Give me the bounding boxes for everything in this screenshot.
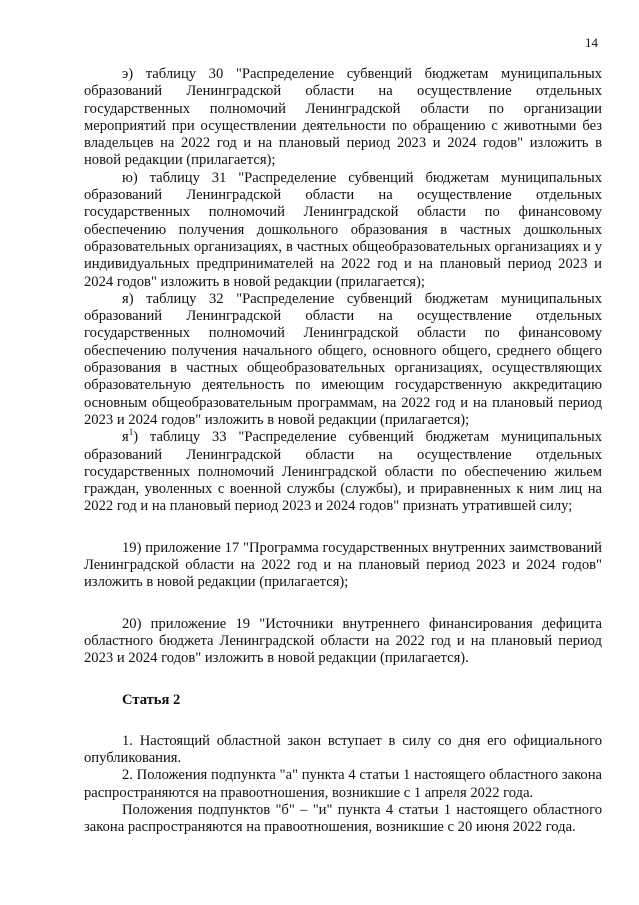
item-ya1-superscript: 1 bbox=[128, 427, 134, 438]
document-body bbox=[84, 66, 602, 837]
item-ya1-prefix: я bbox=[122, 429, 129, 446]
point-19: 19) приложение 17 "Программа государственных внутренних заимствований Ленинградской области на 2022 год и на плановый период 2023 и 2024 годов" изложить в новой редакции (прилагается); bbox=[84, 539, 602, 591]
article-2-paragraph-2: 2. Положения подпункта "а" пункта 4 статьи 1 настоящего областного закона распространяются на правоотношения, возникшие с 1 апреля 2022 года. bbox=[84, 767, 602, 801]
item-yu: ю) таблицу 31 "Распределение субвенций бюджетам муниципальных образований Ленинградской области на осуществление отдельных государственных полномочий Ленинградской области по финансовому обеспечению получения дошкольного образования в частных дошкольных образовательных организациях, в частных общеобразовательных организациях и у индивидуальных предпринимателей на 2022 год и на плановый период 2023 и 2024 годов" изложить в новой редакции (прилагается); bbox=[84, 169, 602, 290]
item-ya1-text: ) таблицу 33 "Распределение субвенций бюджетам муниципальных образований Ленинградской области на осуществление отдельных государственных полномочий Ленинградской области по обеспечению жильем граждан, уволенных с военной службы (службы), и приравненных к ним лиц на 2022 год и на плановый период 2023 и 2024 годов" признать утратившей силу; bbox=[84, 429, 602, 515]
page-number: 14 bbox=[585, 35, 598, 50]
item-ya1 bbox=[84, 429, 602, 515]
article-2-paragraph-1: 1. Настоящий областной закон вступает в силу со дня его официального опубликования. bbox=[84, 732, 602, 767]
item-ya: я) таблицу 32 "Распределение субвенций бюджетам муниципальных образований Ленинградской области на осуществление отдельных государственных полномочий Ленинградской области по финансовому обеспечению получения начального общего, основного общего, среднего общего образования в частных общеобразовательных организациях, осуществляющих образовательную деятельность по имеющим государственную аккредитацию основным общеобразовательным программам, на 2022 год и на плановый период 2023 и 2024 годов" изложить в новой редакции (прилагается); bbox=[84, 290, 602, 428]
article-2-heading: Статья 2 bbox=[122, 691, 181, 708]
item-e: э) таблицу 30 "Распределение субвенций бюджетам муниципальных образований Ленинградской области на осуществление отдельных государственных полномочий Ленинградской области по организации мероприятий при осуществлении деятельности по обращению с животными без владельцев на 2022 год и на плановый период 2023 и 2024 годов" изложить в новой редакции (прилагается); bbox=[84, 66, 602, 169]
article-2-paragraph-3: Положения подпунктов "б" – "и" пункта 4 статьи 1 настоящего областного закона распространяются на правоотношения, возникшие с 20 июня 2022 года. bbox=[84, 801, 602, 836]
point-20: 20) приложение 19 "Источники внутреннего финансирования дефицита областного бюджета Ленинградской области на 2022 год и на плановый период 2023 и 2024 годов" изложить в новой редакции (прилагается). bbox=[84, 615, 602, 667]
